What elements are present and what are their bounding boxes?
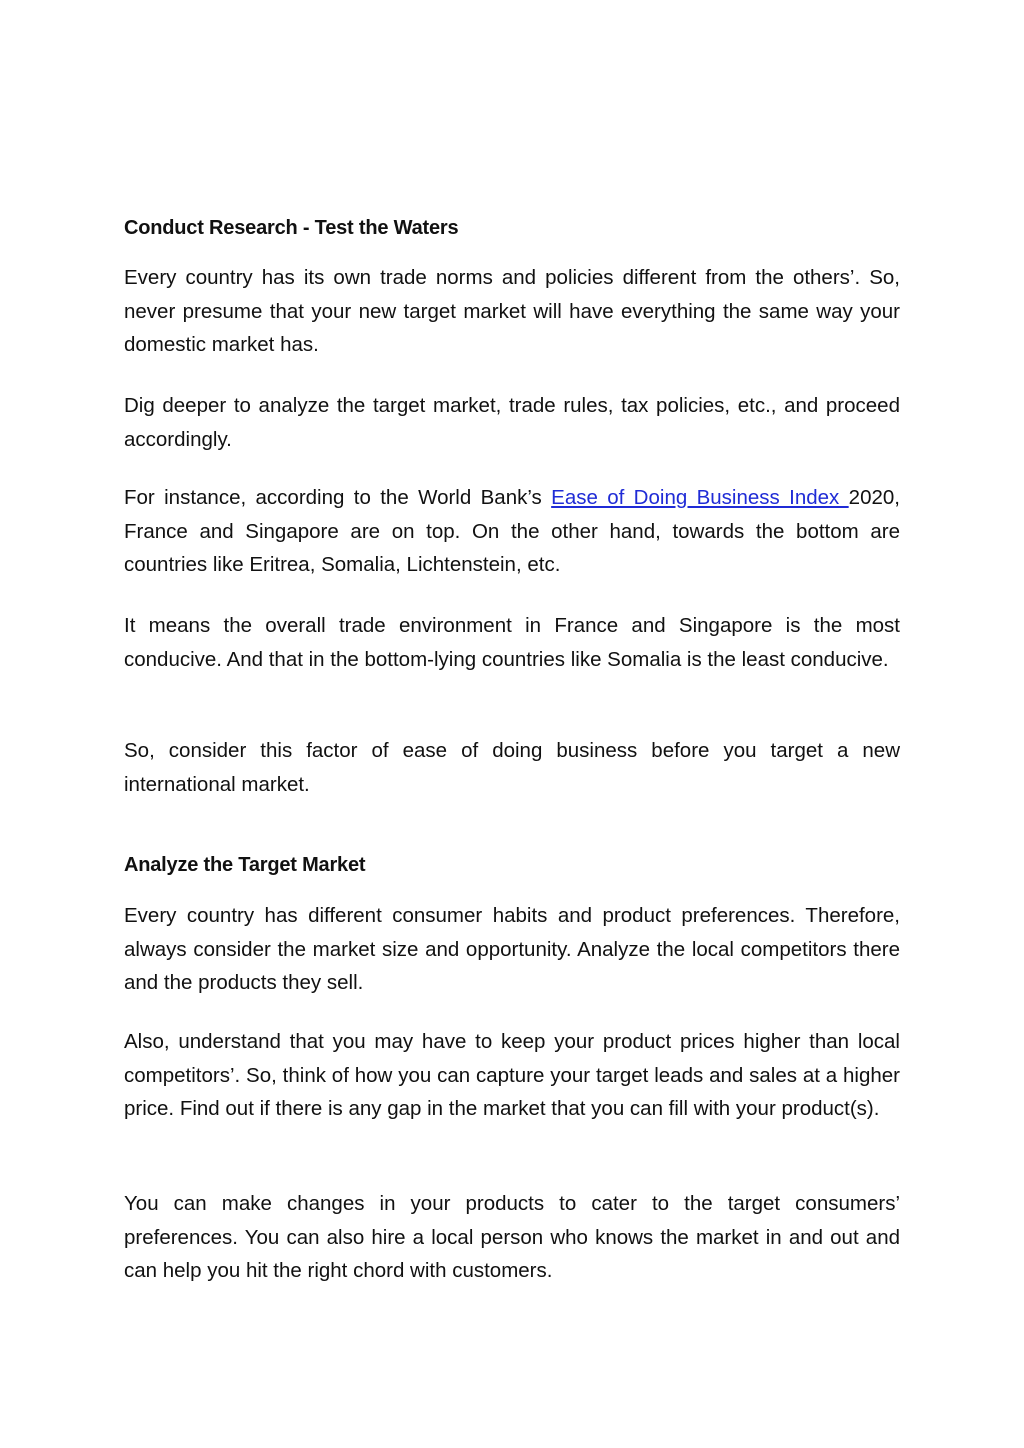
section-heading-conduct-research	[124, 214, 900, 242]
paragraph-text: Every country has different consumer habits and product preferences. Therefore, always consider the market size and opportunity. Analyze the local competitors there and the products they sell.	[124, 904, 900, 995]
section-heading-analyze-target-market	[124, 851, 900, 879]
paragraph	[124, 734, 900, 801]
paragraph-text: Every country has its own trade norms and policies different from the others’. So, never presume that your new target market will have everything the same way your domestic market has.	[124, 266, 900, 357]
paragraph	[124, 899, 900, 1000]
paragraph	[124, 389, 900, 456]
heading-text: Analyze the Target Market	[124, 854, 366, 876]
paragraph-text: So, consider this factor of ease of doing business before you target a new international market.	[124, 739, 900, 796]
paragraph-text-after-link: 2020, France and Singapore are on top. On the other hand, towards the bottom are countries like Eritrea, Somalia, Lichtenstein, etc.	[124, 486, 900, 577]
paragraph-text-before-link: For instance, according to the World Bank’s	[124, 486, 552, 509]
paragraph-with-link	[124, 481, 900, 582]
paragraph-text: Dig deeper to analyze the target market, trade rules, tax policies, etc., and proceed accordingly.	[124, 394, 900, 451]
paragraph-text: You can make changes in your products to cater to the target consumers’ preferences. You can also hire a local person who knows the market in and out and can help you hit the right chord with customers.	[124, 1192, 900, 1283]
paragraph-text: Also, understand that you may have to keep your product prices higher than local competitors’. So, think of how you can capture your target leads and sales at a higher price. Find out if there is any gap in the market that you can fill with your product(s).	[124, 1030, 900, 1121]
paragraph	[124, 261, 900, 362]
paragraph	[124, 609, 900, 676]
heading-text: Conduct Research - Test the Waters	[124, 217, 459, 239]
paragraph	[124, 1187, 900, 1288]
ease-of-doing-business-link[interactable]: Ease of Doing Business Index	[551, 486, 849, 509]
paragraph	[124, 1025, 900, 1126]
paragraph-text: It means the overall trade environment in France and Singapore is the most conducive. And that in the bottom-lying countries like Somalia is the least conducive.	[124, 614, 900, 671]
paragraph-text	[124, 481, 900, 582]
